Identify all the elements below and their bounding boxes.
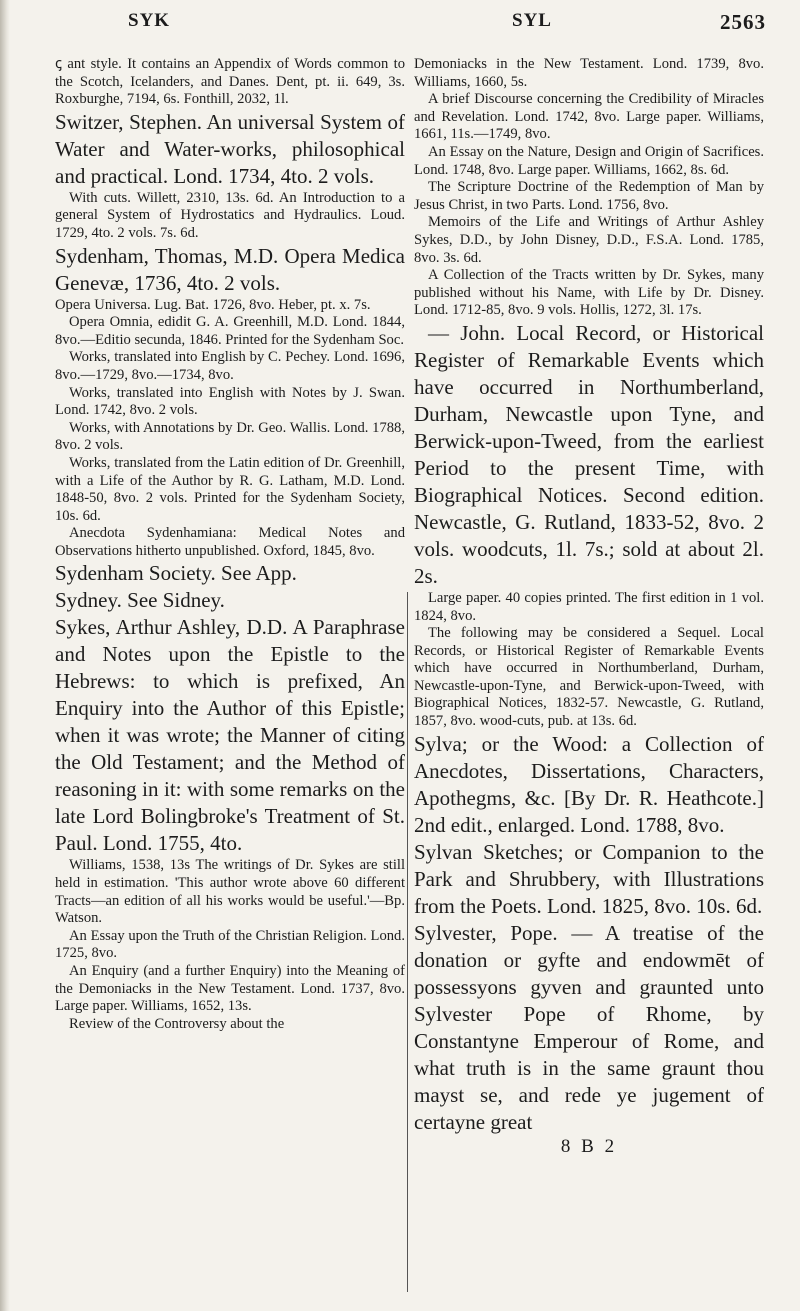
entry-note: Works, translated into English with Notes by J. Swan. Lond. 1742, 8vo. 2 vols. xyxy=(55,384,405,419)
entry-note: A Collection of the Tracts written by Dr. Sykes, many published without his Name, with Life by Dr. Disney. Lond. 1712-85, 8vo. 9 vols. Hollis, 1272, 3l. 17s. xyxy=(414,267,764,319)
entry-heading: Sylva; or the Wood: a Collection of Anecdotes, Dissertations, Characters, Apothegms, &c. [By Dr. R. Heathcote.] 2nd edit., enlarged. Lond. 1788, 8vo. xyxy=(414,731,764,837)
entry-note: An Enquiry (and a further Enquiry) into the Meaning of the Demoniacks in the New Testament. Lond. 1737, 8vo. Large paper. Williams, 1652, 13s. xyxy=(55,963,405,1015)
entry-note: An Essay upon the Truth of the Christian Religion. Lond. 1725, 8vo. xyxy=(55,927,405,962)
header-left: SYK xyxy=(128,10,171,31)
page-number: 2563 xyxy=(720,10,766,34)
entry-heading: Sylvan Sketches; or Companion to the Park and Shrubbery, with Illustrations from the Poets. Lond. 1825, 8vo. 10s. 6d. xyxy=(414,839,764,918)
entry-note: An Essay on the Nature, Design and Origin of Sacrifices. Lond. 1748, 8vo. Large paper. Williams, 1662, 8s. 6d. xyxy=(414,143,764,178)
entry-note: With cuts. Willett, 2310, 13s. 6d. An Introduction to a general System of Hydrostatics and Hydraulics. Loud. 1729, 4to. 2 vols. 7s. 6d. xyxy=(55,189,405,241)
left-column xyxy=(55,56,405,1033)
entry-note: Anecdota Sydenhamiana: Medical Notes and Observations hitherto unpublished. Oxford, 1845, 8vo. xyxy=(55,525,405,559)
entry-note: Works, translated from the Latin edition of Dr. Greenhill, with a Life of the Author by R. G. Latham, M.D. Lond. 1848-50, 8vo. 2 vols. Printed for the Sydenham Society, 10s. 6d. xyxy=(55,454,405,524)
entry-note: Demoniacks in the New Testament. Lond. 1739, 8vo. Williams, 1660, 5s. xyxy=(414,56,764,90)
entry-heading: — John. Local Record, or Historical Register of Remarkable Events which have occurred in Northumberland, Durham, Newcastle upon Tyne, and Berwick-upon-Tweed, from the earliest Period to the present Time, with Biographical Notices. Second edition. Newcastle, G. Rutland, 1833-52, 8vo. 2 vols. woodcuts, 1l. 7s.; sold at about 2l. 2s. xyxy=(414,320,764,588)
running-head xyxy=(0,10,800,40)
entry-note: Works, translated into English by C. Pechey. Lond. 1696, 8vo.—1729, 8vo.—1734, 8vo. xyxy=(55,349,405,383)
entry-heading: Sylvester, Pope. — A treatise of the donation or gyfte and endowmēt of possessyons gyven and graunted unto Sylvester Pope of Rhome, by Constantyne Emperour of Rome, and what truth is in the same graunt thou mayst se, and rede ye jugement of certayne great xyxy=(414,920,764,1134)
right-column xyxy=(414,56,764,1158)
entry-heading: Sykes, Arthur Ashley, D.D. A Paraphrase and Notes upon the Epistle to the Hebrews: to which is prefixed, An Enquiry into the Author of this Epistle; when it was wrote; the Manner of citing the Old Testament; and the Method of reasoning in it: with some remarks on the late Lord Bolingbroke's Treatment of St. Paul. Lond. 1755, 4to. xyxy=(55,615,405,856)
entry-note: Memoirs of the Life and Writings of Arthur Ashley Sykes, D.D., by John Disney, D.D., F.S.A. Lond. 1785, 8vo. 3s. 6d. xyxy=(414,214,764,266)
entry-heading: Switzer, Stephen. An universal System of Water and Water-works, philosophical and practical. Lond. 1734, 4to. 2 vols. xyxy=(55,109,405,188)
entry-note: Opera Omnia, edidit G. A. Greenhill, M.D. Lond. 1844, 8vo.—Editio secunda, 1846. Printed for the Sydenham Soc. xyxy=(55,314,405,348)
entry-note: A brief Discourse concerning the Credibility of Miracles and Revelation. Lond. 1742, 8vo. Large paper. Williams, 1661, 11s.—1749, 8vo. xyxy=(414,91,764,143)
header-middle: SYL xyxy=(512,10,552,31)
entry-heading: Sydenham, Thomas, M.D. Opera Medica Genevæ, 1736, 4to. 2 vols. xyxy=(55,243,405,295)
entry-note: ꞔ ant style. It contains an Appendix of Words common to the Scotch, Icelanders, and Danes. Dent, pt. ii. 649, 3s. Roxburghe, 7194, 6s. Fonthill, 2032, 1l. xyxy=(55,56,405,108)
entry-note: Large paper. 40 copies printed. The first edition in 1 vol. 1824, 8vo. xyxy=(414,589,764,624)
entry-note: Review of the Controversy about the xyxy=(69,1015,285,1032)
column-divider xyxy=(407,592,408,1292)
entry-note: The following may be considered a Sequel. Local Records, or Historical Register of Remarkable Events which have occurred in Northumberland, Durham, Newcastle-upon-Tyne, and Berwick-upon-Tweed, with Biographical Notices, 1832-57. Newcastle, G. Rutland, 1857, 8vo. wood-cuts, pub. at 13s. 6d. xyxy=(414,625,764,730)
entry-note: Williams, 1538, 13s The writings of Dr. Sykes are still held in estimation. 'This author wrote above 60 different Tracts—an edition of all his works would be useful.'—Bp. Watson. xyxy=(55,857,405,927)
signature-mark: 8 B 2 xyxy=(560,1135,618,1157)
entry-heading: Sydney. See Sidney. xyxy=(55,588,225,613)
entry-heading: Sydenham Society. See App. xyxy=(55,561,297,586)
entry-note: Opera Universa. Lug. Bat. 1726, 8vo. Heber, pt. x. 7s. xyxy=(55,296,371,313)
page-edge xyxy=(0,0,10,1311)
entry-note: The Scripture Doctrine of the Redemption of Man by Jesus Christ, in two Parts. Lond. 1756, 8vo. xyxy=(414,179,764,213)
entry-note: Works, with Annotations by Dr. Geo. Wallis. Lond. 1788, 8vo. 2 vols. xyxy=(55,419,405,454)
